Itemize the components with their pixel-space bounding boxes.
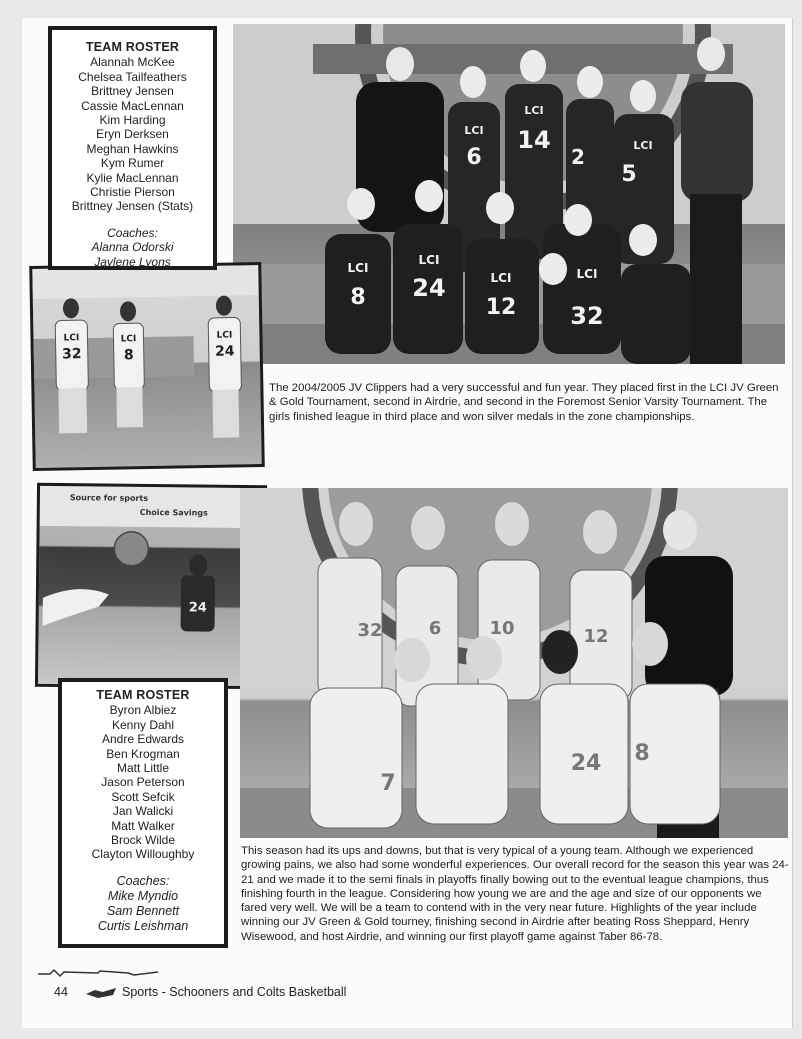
roster-coach: Sam Bennett: [106, 903, 180, 918]
footer-decor-line: [38, 968, 178, 978]
page-number: 44: [54, 985, 68, 999]
boys-jersey-number: 6: [428, 618, 442, 639]
roster-player: Andre Edwards: [101, 732, 185, 747]
boys-jersey-number: 10: [489, 618, 515, 639]
girls-jersey-number: 12: [485, 295, 517, 320]
boys-jersey-number: 12: [583, 626, 609, 647]
girls-jersey-letters: LCI: [418, 253, 440, 267]
girls-caption: The 2004/2005 JV Clippers had a very successful and fun year. They placed first in the LCI JV Green & Gold Tournament, second in Airdrie, and second in the Foremost Senior Varsity Tournament. The girls finished league in third place and won silver medals in the zone championships.: [269, 382, 779, 423]
boys-jersey-number: 8: [634, 741, 650, 766]
boys-roster-title: TEAM ROSTER: [96, 688, 190, 702]
girls-jersey-letters: LCI: [464, 124, 484, 137]
roster-player: Kym Rumer: [100, 156, 165, 171]
coaches-label: Coaches:: [116, 873, 170, 888]
girls-roster-title: TEAM ROSTER: [85, 40, 180, 54]
roster-coach: Mike Myndio: [107, 888, 179, 903]
girls-jersey-letters: LCI: [347, 261, 369, 275]
roster-player: Matt Walker: [111, 818, 175, 833]
girls-action-photo: [29, 262, 265, 471]
girls-jersey-number: 2: [571, 145, 585, 169]
girls-team-photo: [233, 24, 785, 364]
roster-player: Eryn Derksen: [96, 127, 169, 142]
boys-jersey-number: 7: [380, 771, 396, 796]
roster-player: Kim Harding: [99, 113, 166, 128]
roster-player: Alannah McKee: [90, 55, 175, 70]
roster-player: Matt Little: [116, 761, 170, 776]
boys-team-photo: [240, 488, 788, 838]
girls-action-jersey-letters: LCI: [216, 330, 233, 341]
girls-jersey-letters: LCI: [576, 267, 598, 281]
roster-player: Brittney Jensen (Stats): [71, 199, 194, 214]
roster-player: Chelsea Tailfeathers: [78, 69, 187, 84]
roster-player: Meghan Hawkins: [86, 141, 179, 156]
roster-coach: Jaylene Lyons: [94, 254, 171, 269]
boys-banner-left: Source for sports: [69, 493, 149, 503]
girls-action-jersey-number: 8: [123, 347, 134, 364]
boys-team-photo-art: [240, 488, 788, 838]
girls-action-photo-art: [32, 265, 261, 468]
girls-jersey-letters: LCI: [633, 139, 653, 152]
girls-jersey-letters: LCI: [524, 104, 544, 117]
roster-player: Cassie MacLennan: [81, 98, 184, 113]
girls-action-jersey-letters: LCI: [63, 333, 80, 344]
girls-jersey-number: 14: [517, 126, 551, 154]
girls-jersey-number: 5: [621, 162, 637, 187]
girls-jersey-number: 32: [570, 302, 604, 330]
boys-action-photo-art: [38, 486, 264, 686]
girls-action-jersey-letters: LCI: [120, 334, 137, 345]
girls-team-photo-art: [233, 24, 785, 364]
roster-player: Clayton Willoughby: [91, 847, 195, 862]
boys-action-photo: [35, 483, 267, 689]
roster-player: Byron Albiez: [109, 703, 177, 718]
roster-coach: Curtis Leishman: [97, 918, 189, 933]
roster-player: Kylie MacLennan: [86, 170, 179, 185]
roster-player: Brittney Jensen: [91, 84, 174, 99]
coaches-label: Coaches:: [107, 225, 158, 240]
roster-player: Jason Peterson: [101, 775, 185, 790]
girls-action-jersey-number: 32: [61, 346, 82, 363]
girls-jersey-number: 8: [350, 285, 366, 310]
boys-action-jersey-number: 24: [188, 600, 207, 616]
roster-player: Ben Krogman: [106, 746, 180, 761]
girls-jersey-number: 24: [412, 274, 446, 302]
roster-coach: Alanna Odorski: [91, 240, 174, 255]
roster-player: Christie Pierson: [90, 185, 175, 200]
roster-player: Brock Wilde: [110, 833, 175, 848]
boys-jersey-number: 32: [357, 620, 383, 641]
roster-player: Kenny Dahl: [111, 717, 175, 732]
boys-team-roster: [58, 678, 228, 948]
girls-jersey-number: 6: [466, 145, 482, 170]
boys-jersey-number: 24: [570, 751, 602, 776]
girls-team-roster: [48, 26, 217, 270]
roster-player: Jan Walicki: [112, 804, 174, 819]
roster-player: Scott Sefcik: [111, 789, 175, 804]
girls-action-jersey-number: 24: [214, 343, 235, 360]
girls-jersey-letters: LCI: [490, 271, 512, 285]
basketball-icon: [114, 532, 148, 566]
section-title: Sports - Schooners and Colts Basketball: [122, 985, 347, 999]
boys-caption: This season had its ups and downs, but that is very typical of a young team. Although we experienced growing pains, we also had some wonderful experiences. Our overall record for the season this year was 24-21 and we made it to the semi finals in playoffs finally bowing out to the eventual league champions, thus finishing fourth in the league. Considering how young we are and the age and size of our opponents we fared very well. We will be a team to contend with in the very near future. Highlights of the year include winning our JV Green & Gold tourney, finishing second in Airdrie after beating Ross Sheppard, Henry Wisewood, and host Airdrie, and winning our first playoff game against Taber 86-78.: [241, 845, 789, 943]
boys-banner-right: Choice Savings: [139, 507, 208, 518]
